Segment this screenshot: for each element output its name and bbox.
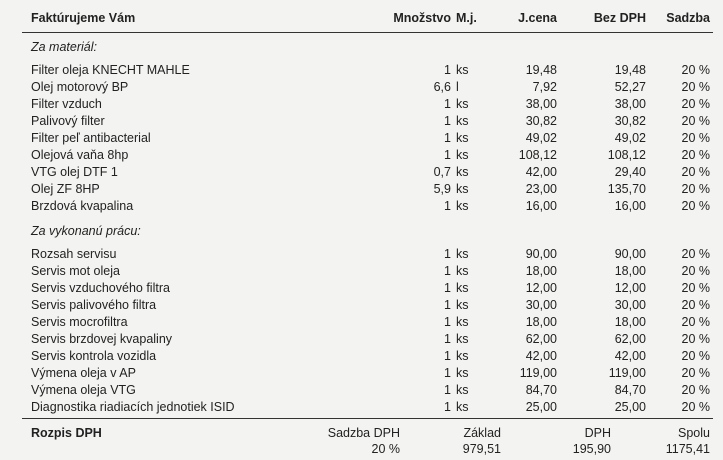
item-vat-rate: 20 % [681, 114, 710, 128]
item-name: Olejová vaňa 8hp [31, 148, 129, 162]
item-net: 52,27 [614, 80, 646, 94]
item-net: 108,12 [607, 148, 646, 162]
item-unit: ks [456, 264, 469, 278]
item-net: 38,00 [614, 97, 646, 111]
item-unit: ks [456, 349, 469, 363]
item-quantity: 1 [444, 332, 451, 346]
item-vat-rate: 20 % [681, 298, 710, 312]
table-row [0, 280, 723, 297]
item-name: Filter oleja KNECHT MAHLE [31, 63, 190, 77]
item-unit-price: 12,00 [525, 281, 557, 295]
item-quantity: 0,7 [433, 165, 451, 179]
item-net: 135,70 [607, 182, 646, 196]
item-unit-price: 30,00 [525, 298, 557, 312]
table-row [0, 382, 723, 399]
item-net: 90,00 [614, 247, 646, 261]
item-quantity: 5,9 [433, 182, 451, 196]
item-name: Servis mot oleja [31, 264, 120, 278]
item-unit-price: 84,70 [525, 383, 557, 397]
item-vat-rate: 20 % [681, 400, 710, 414]
item-unit: ks [456, 400, 469, 414]
item-name: Servis vzduchového filtra [31, 281, 170, 295]
table-row [0, 263, 723, 280]
item-name: Filter peľ antibacterial [31, 131, 151, 145]
table-row [0, 246, 723, 263]
table-row [0, 113, 723, 130]
item-net: 12,00 [614, 281, 646, 295]
item-quantity: 1 [444, 281, 451, 295]
item-name: Diagnostika riadiacích jednotiek ISID [31, 400, 235, 414]
item-quantity: 6,6 [433, 80, 451, 94]
item-unit: ks [456, 199, 469, 213]
item-quantity: 1 [444, 97, 451, 111]
item-quantity: 1 [444, 400, 451, 414]
item-name: Palivový filter [31, 114, 105, 128]
vat-summary-values [0, 441, 723, 458]
item-unit: ks [456, 63, 469, 77]
item-vat-rate: 20 % [681, 97, 710, 111]
summary-vat-label: DPH [584, 426, 611, 440]
item-quantity: 1 [444, 366, 451, 380]
item-quantity: 1 [444, 264, 451, 278]
summary-vat-value: 195,90 [572, 442, 611, 456]
table-row [0, 147, 723, 164]
summary-title: Rozpis DPH [31, 426, 102, 440]
item-vat-rate: 20 % [681, 315, 710, 329]
item-net: 42,00 [614, 349, 646, 363]
item-unit: ks [456, 148, 469, 162]
item-name: Brzdová kvapalina [31, 199, 134, 213]
summary-base-label: Základ [463, 426, 501, 440]
vat-summary-header [0, 425, 723, 442]
header-title: Faktúrujeme Vám [31, 11, 136, 25]
item-net: 29,40 [614, 165, 646, 179]
item-net: 16,00 [614, 199, 646, 213]
item-name: Rozsah servisu [31, 247, 117, 261]
item-vat-rate: 20 % [681, 281, 710, 295]
item-net: 30,00 [614, 298, 646, 312]
item-quantity: 1 [444, 114, 451, 128]
item-unit-price: 23,00 [525, 182, 557, 196]
item-unit-price: 38,00 [525, 97, 557, 111]
section-material-label: Za materiál: [31, 40, 97, 54]
item-unit-price: 90,00 [525, 247, 557, 261]
item-unit-price: 30,82 [525, 114, 557, 128]
item-unit: ks [456, 165, 469, 179]
item-unit-price: 7,92 [532, 80, 557, 94]
item-unit-price: 18,00 [525, 315, 557, 329]
item-vat-rate: 20 % [681, 332, 710, 346]
item-net: 49,02 [614, 131, 646, 145]
summary-base-value: 979,51 [462, 442, 501, 456]
table-row [0, 399, 723, 416]
item-net: 18,00 [614, 264, 646, 278]
item-unit: l [456, 80, 459, 94]
summary-total-value: 1175,41 [665, 442, 710, 456]
table-row [0, 79, 723, 96]
item-name: Výmena oleja v AP [31, 366, 136, 380]
item-unit: ks [456, 298, 469, 312]
item-vat-rate: 20 % [681, 165, 710, 179]
item-vat-rate: 20 % [681, 264, 710, 278]
summary-total-label: Spolu [678, 426, 710, 440]
table-row [0, 181, 723, 198]
item-name: Servis mocrofiltra [31, 315, 128, 329]
item-net: 62,00 [614, 332, 646, 346]
item-name: Servis palivového filtra [31, 298, 157, 312]
item-vat-rate: 20 % [681, 80, 710, 94]
item-quantity: 1 [444, 148, 451, 162]
item-net: 84,70 [614, 383, 646, 397]
summary-rate-value: 20 % [371, 442, 400, 456]
item-quantity: 1 [444, 298, 451, 312]
item-net: 19,48 [614, 63, 646, 77]
item-vat-rate: 20 % [681, 383, 710, 397]
table-row [0, 365, 723, 382]
item-name: Filter vzduch [31, 97, 102, 111]
header-rate: Sadzba [666, 11, 710, 25]
item-name: Olej motorový BP [31, 80, 129, 94]
item-unit: ks [456, 281, 469, 295]
item-unit-price: 16,00 [525, 199, 557, 213]
item-name: Olej ZF 8HP [31, 182, 100, 196]
item-quantity: 1 [444, 383, 451, 397]
item-unit: ks [456, 366, 469, 380]
item-vat-rate: 20 % [681, 349, 710, 363]
summary-divider [22, 418, 713, 419]
item-unit-price: 25,00 [525, 400, 557, 414]
item-unit: ks [456, 114, 469, 128]
item-unit-price: 18,00 [525, 264, 557, 278]
table-row [0, 314, 723, 331]
header-unit: M.j. [456, 11, 477, 25]
item-vat-rate: 20 % [681, 131, 710, 145]
item-unit: ks [456, 182, 469, 196]
table-row [0, 96, 723, 113]
table-row [0, 130, 723, 147]
table-header [0, 10, 723, 27]
item-vat-rate: 20 % [681, 148, 710, 162]
item-quantity: 1 [444, 131, 451, 145]
item-unit-price: 119,00 [519, 366, 557, 380]
item-vat-rate: 20 % [681, 63, 710, 77]
item-unit: ks [456, 131, 469, 145]
item-quantity: 1 [444, 315, 451, 329]
item-unit-price: 62,00 [525, 332, 557, 346]
item-unit: ks [456, 247, 469, 261]
item-quantity: 1 [444, 199, 451, 213]
header-unit-price: J.cena [518, 11, 557, 25]
summary-rate-label: Sadzba DPH [327, 426, 400, 440]
section-work-label: Za vykonanú prácu: [31, 224, 141, 238]
section-material-heading [0, 39, 723, 56]
item-unit: ks [456, 97, 469, 111]
item-unit: ks [456, 383, 469, 397]
item-vat-rate: 20 % [681, 182, 710, 196]
item-unit-price: 108,12 [518, 148, 557, 162]
item-net: 18,00 [614, 315, 646, 329]
item-unit: ks [456, 332, 469, 346]
item-quantity: 1 [444, 247, 451, 261]
item-name: Servis brzdovej kvapaliny [31, 332, 173, 346]
item-net: 25,00 [614, 400, 646, 414]
item-unit-price: 42,00 [525, 165, 557, 179]
item-unit-price: 49,02 [525, 131, 557, 145]
item-net: 30,82 [614, 114, 646, 128]
header-net: Bez DPH [593, 11, 646, 25]
table-row [0, 331, 723, 348]
item-name: Výmena oleja VTG [31, 383, 136, 397]
item-name: Servis kontrola vozidla [31, 349, 157, 363]
table-row [0, 348, 723, 365]
header-quantity: Množstvo [393, 11, 451, 25]
item-unit: ks [456, 315, 469, 329]
item-quantity: 1 [444, 63, 451, 77]
header-divider [22, 32, 713, 33]
item-net: 119,00 [608, 366, 646, 380]
table-row [0, 164, 723, 181]
item-quantity: 1 [444, 349, 451, 363]
item-unit-price: 42,00 [525, 349, 557, 363]
table-row [0, 297, 723, 314]
item-vat-rate: 20 % [681, 366, 710, 380]
section-work-heading [0, 223, 723, 240]
table-row [0, 198, 723, 215]
item-name: VTG olej DTF 1 [31, 165, 118, 179]
item-vat-rate: 20 % [681, 199, 710, 213]
table-row [0, 62, 723, 79]
item-vat-rate: 20 % [681, 247, 710, 261]
item-unit-price: 19,48 [525, 63, 557, 77]
